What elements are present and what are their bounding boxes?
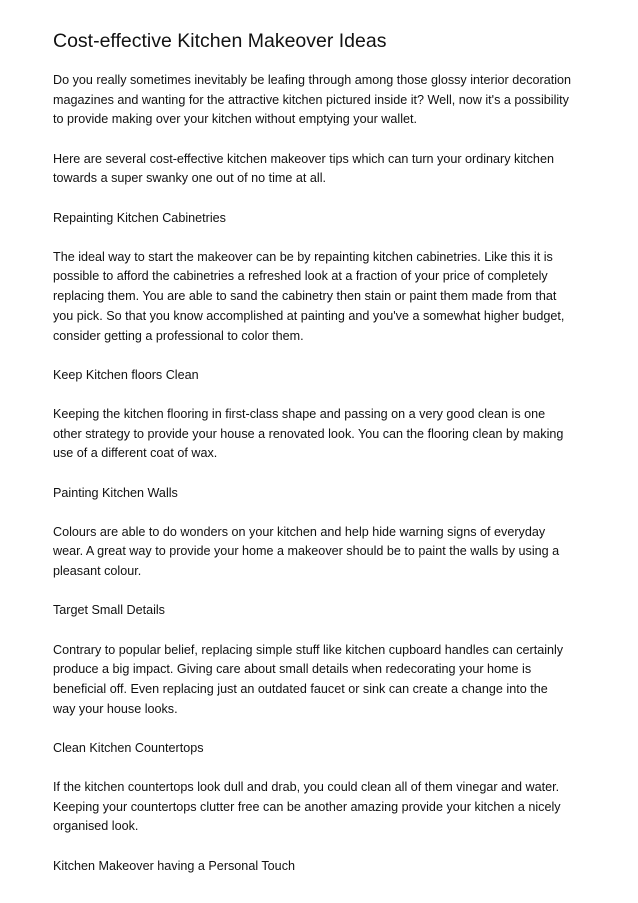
text-line: pleasant colour.: [53, 564, 142, 579]
text-line: beneficial off. Even replacing just an outdated faucet or sink can create a change into the: [53, 681, 548, 696]
document-page: [53, 28, 593, 896]
section-body-floors: [53, 405, 593, 464]
text-line: organised look.: [53, 819, 139, 834]
text-line: other strategy to provide your house a renovated look. You can the flooring clean by making: [53, 426, 564, 441]
section-heading-countertops: Clean Kitchen Countertops: [53, 740, 204, 755]
text-line: you pick. So that you know accomplished at painting and you've a somewhat higher budget,: [53, 308, 565, 323]
text-line: to provide making over your kitchen without emptying your wallet.: [53, 112, 417, 127]
text-line: The ideal way to start the makeover can be by repainting kitchen cabinetries. Like this it is: [53, 249, 553, 264]
text-line: Contrary to popular belief, replacing simple stuff like kitchen cupboard handles can certainly: [53, 642, 564, 657]
intro-paragraph-1: [53, 71, 593, 130]
text-line: Here are several cost-effective kitchen makeover tips which can turn your ordinary kitchen: [53, 151, 554, 166]
section-body-countertops: [53, 778, 593, 837]
text-line: towards a super swanky one out of no time at all.: [53, 171, 327, 186]
text-line: use of a different coat of wax.: [53, 446, 218, 461]
section-heading-walls: Painting Kitchen Walls: [53, 485, 178, 500]
text-line: If the kitchen countertops look dull and drab, you could clean all of them vinegar and water.: [53, 780, 560, 795]
text-line: consider getting a professional to color them.: [53, 328, 304, 343]
text-line: wear. A great way to provide your home a makeover should be to paint the walls by using a: [53, 544, 560, 559]
section-body-cabinetries: [53, 248, 593, 347]
text-line: way your house looks.: [53, 701, 178, 716]
text-line: replacing them. You are able to sand the cabinetry then stain or paint them made from that: [53, 289, 557, 304]
section-heading-cabinetries: Repainting Kitchen Cabinetries: [53, 210, 226, 225]
text-line: Do you really sometimes inevitably be leafing through among those glossy interior decoration: [53, 73, 572, 87]
document-title: Cost-effective Kitchen Makeover Ideas: [53, 30, 387, 52]
text-line: magazines and wanting for the attractive kitchen pictured inside it? Well, now it's a possibility: [53, 92, 569, 107]
section-heading-details: Target Small Details: [53, 603, 165, 618]
section-heading-floors: Keep Kitchen floors Clean: [53, 367, 199, 382]
intro-paragraph-2: [53, 150, 593, 189]
text-line: produce a big impact. Giving care about small details when redecorating your home is: [53, 662, 532, 677]
text-line: Keeping the kitchen flooring in first-class shape and passing on a very good clean is one: [53, 406, 546, 421]
text-line: possible to afford the cabinetries a refreshed look at a fraction of your price of completely: [53, 269, 548, 284]
section-body-walls: [53, 523, 593, 582]
text-line: Colours are able to do wonders on your kitchen and help hide warning signs of everyday: [53, 524, 546, 539]
text-line: Keeping your countertops clutter free can be another amazing provide your kitchen a nicely: [53, 799, 561, 814]
section-body-details: [53, 641, 593, 720]
section-heading-personal-touch: Kitchen Makeover having a Personal Touch: [53, 858, 295, 873]
